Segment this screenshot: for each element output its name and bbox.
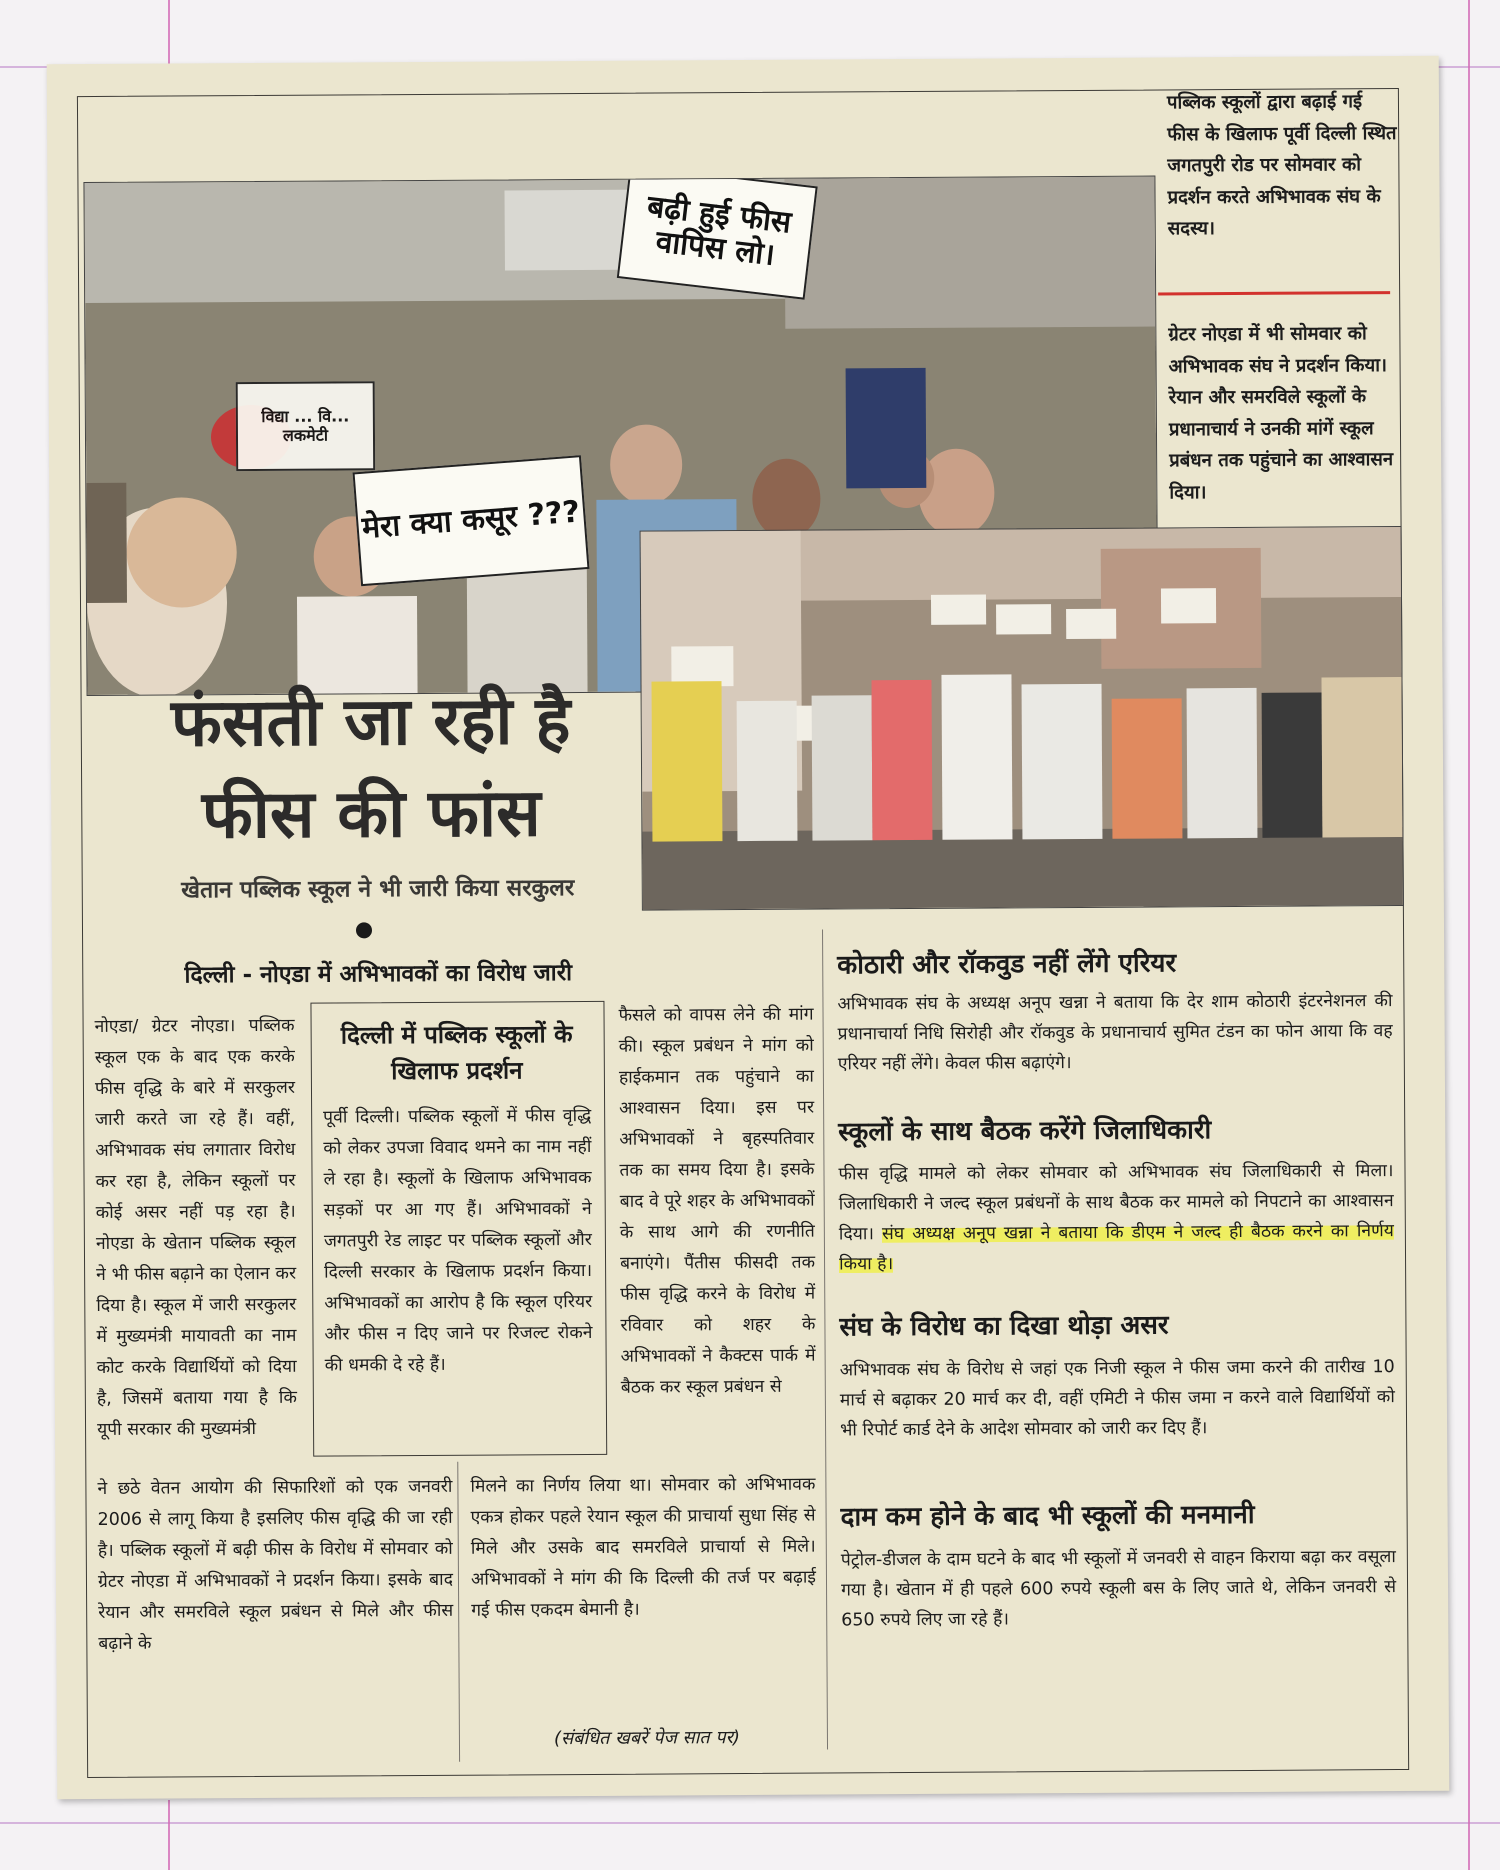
- side-story-4-body: पेट्रोल-डीजल के दाम घटने के बाद भी स्कूलों में जनवरी से वाहन किराया बढ़ा कर वसूला गया है। खेतान में ही पहले 600 रुपये स्कूली बस के लिए जाते थे, लेकिन जनवरी से 650 रुपये लिए जा रहे हैं।: [840, 1547, 1397, 1631]
- side-story-1-body: अभिभावक संघ के अध्यक्ष अनूप खन्ना ने बताया कि देर शाम कोठारी इंटरनेशनल की प्रधानाचार्या निधि सिरोही और रॉकवुड के प्रधानाचार्य सुमित टंडन का फोन आया कि वह एरियर नहीं लेंगे। केवल फीस बढ़ाएंगे।: [837, 991, 1393, 1075]
- side-story-1-title: कोठारी और रॉकवुड नहीं लेंगे एरियर: [837, 948, 1177, 981]
- article-column-3: फैसले को वापस लेने की मांग की। स्कूल प्रबंधन ने मांग को हाईकमान तक पहुंचाने का आश्वासन दिया। इस पर अभिभावकों ने बृहस्पतिवार तक का समय दिया है। इसके बाद वे पूरे शहर के अभिभावकों के साथ आगे की रणनीति बनाएंगे। पैंतीस फीसदी तक फीस वृद्धि करने के विरोध में रविवार को शहर के अभिभावकों ने कैक्टस पार्क में बैठक कर स्कूल प्रबंधन से: [618, 1004, 816, 1398]
- delhi-box-body: पूर्वी दिल्ली। पब्लिक स्कूलों में फीस वृद्धि को लेकर उपजा विवाद थमने का नाम नहीं ले रहा है। स्कूलों के खिलाफ अभिभावक सड़कों पर आ गए हैं। अभिभावकों ने जगतपुरी रेड लाइट पर पब्लिक स्कूलों और दिल्ली सरकार के खिलाफ प्रदर्शन किया। अभिभावकों का आरोप है कि स्कूल एरियर और फीस न दिए जाने पर रिजल्ट रोकने की धमकी दे रहे हैं।: [323, 1105, 593, 1376]
- caption-bottom: ग्रेटर नोएडा में भी सोमवार को अभिभावक संघ ने प्रदर्शन किया। रेयान और समरविले स्कूलों के प्रधानाचार्य ने उनकी मांगें स्कूल प्रबंधन तक पहुंचाने का आश्वासन दिया।: [1168, 323, 1394, 503]
- headline-line2: फीस की फांस: [201, 774, 541, 854]
- highlighted-sentence: संघ अध्यक्ष अनूप खन्ना ने बताया कि डीएम ने जल्द ही बैठक करने का निर्णय किया है।: [838, 1221, 1394, 1275]
- placard-fee-back: बढ़ी हुई फीस वापिस लो।: [617, 175, 818, 299]
- headline-line1: फंसती जा रही है: [170, 682, 571, 762]
- article-bottom-middle: मिलने का निर्णय लिया था। सोमवार को अभिभावक एकत्र होकर पहले रेयान स्कूल की प्राचार्या सुधा सिंह से मिले और उसके बाद समरविले प्राचार्या से मिले। अभिभावकों ने मांग की कि दिल्ली की तर्ज पर बढ़ाई गई फीस एकदम बेमानी है।: [470, 1474, 817, 1621]
- protest-photo-greater-noida: [640, 526, 1404, 911]
- side-story-2-title: स्कूलों के साथ बैठक करेंगे जिलाधिकारी: [838, 1115, 1212, 1148]
- newspaper-clipping: [47, 56, 1450, 1799]
- continued-note: (संबंधित खबरें पेज सात पर): [553, 1727, 741, 1750]
- placard-my-fault: मेरा क्या कसूर ???: [353, 455, 590, 586]
- article-bottom-left: ने छठे वेतन आयोग की सिफारिशों को एक जनवरी 2006 से लागू किया है इसलिए फीस वृद्धि की जा रही है। पब्लिक स्कूलों में बढ़ी फीस के विरोध में सोमवार को ग्रेटर नोएडा में अभिभावकों ने प्रदर्शन किया। इसके बाद रेयान और समरविले स्कूल प्रबंधन से मिले और फीस बढ़ाने के: [97, 1476, 454, 1654]
- side-story-2-body: [838, 1156, 1394, 1279]
- caption-top: पब्लिक स्कूलों द्वारा बढ़ाई गई फीस के खिलाफ पूर्वी दिल्ली स्थित जगतपुरी रोड पर सोमवार को प्रदर्शन करते अभिभावक संघ के सदस्य।: [1166, 91, 1397, 240]
- separator-dot: [356, 922, 372, 938]
- notebook-rule-bottom: [0, 1822, 1500, 1824]
- headline-secondary: दिल्ली - नोएडा में अभिभावकों का विरोध जारी: [184, 960, 573, 989]
- article-column-1: नोएडा/ ग्रेटर नोएडा। पब्लिक स्कूल एक के बाद एक करके फीस वृद्धि के बारे में सरकुलर जारी करते जा रहे हैं। वहीं, अभिभावक संघ लगातार विरोध कर रहा है, लेकिन स्कूलों पर कोई असर नहीं पड़ रहा है। नोएडा के खेतान पब्लिक स्कूल ने भी फीस बढ़ाने का ऐलान कर दिया है। स्कूल में जारी सरकुलर में मुख्यमंत्री मायावती का नाम कोट करके विद्यार्थियों को दिया है, जिसमें बताया गया है कि यूपी सरकार की मुख्यमंत्री: [94, 1015, 297, 1440]
- notebook-margin-right: [1468, 0, 1470, 1870]
- side-story-3-title: संघ के विरोध का दिखा थोड़ा असर: [839, 1310, 1169, 1343]
- headline-subline: खेतान पब्लिक स्कूल ने भी जारी किया सरकुलर: [181, 875, 575, 904]
- placard-committee: विद्या ... वि... लकमेटी: [236, 381, 376, 471]
- delhi-box-title: दिल्ली में पब्लिक स्कूलों के खिलाफ प्रदर्शन: [340, 1020, 573, 1086]
- side-story-3-body: अभिभावक संघ के विरोध से जहां एक निजी स्कूल ने फीस जमा करने की तारीख 10 मार्च से बढ़ाकर 20 मार्च कर दी, वहीं एमिटी ने फीस जमा न करने वाले विद्यार्थियों को भी रिपोर्ट कार्ड देने के आदेश सोमवार को जारी कर दिए हैं।: [839, 1357, 1395, 1441]
- notebook-margin-left-bottom: [168, 1800, 170, 1870]
- side-story-4-title: दाम कम होने के बाद भी स्कूलों की मनमानी: [840, 1499, 1255, 1533]
- side-story-2-body-text: फीस वृद्धि मामले को लेकर सोमवार को अभिभावक संघ जिलाधिकारी से मिला। जिलाधिकारी ने जल्द स्कूल प्रबंधनों के साथ बैठक कर मामले को निपटाने का आश्वासन दिया।: [838, 1161, 1394, 1245]
